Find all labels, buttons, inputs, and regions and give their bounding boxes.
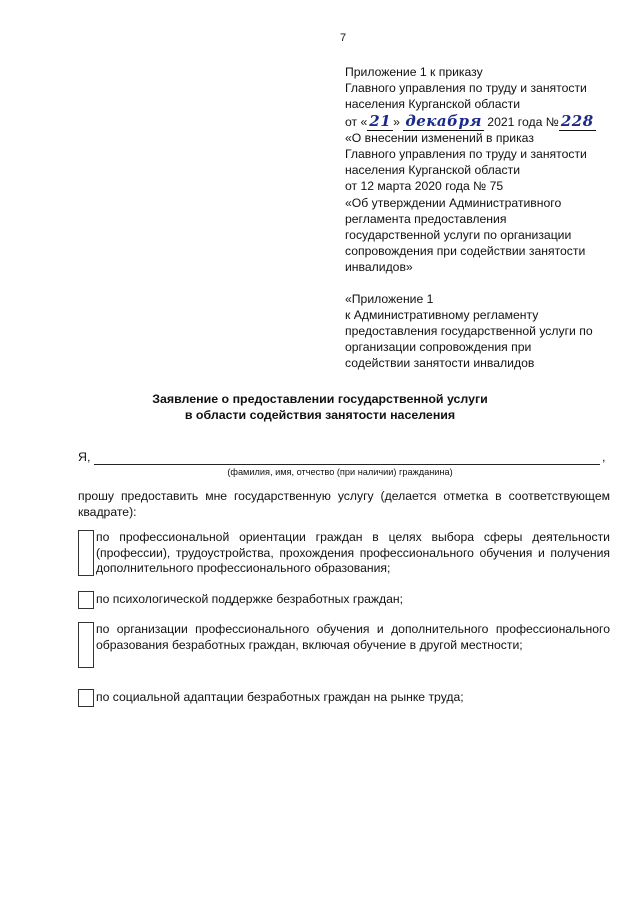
title-line-2: в области содействия занятости населения	[184, 408, 456, 422]
document-title	[0, 391, 640, 423]
header-line: «О внесении изменений в приказ	[345, 130, 534, 145]
order-date-mid: »	[393, 114, 404, 129]
option-text: по профессиональной ориентации граждан в целях выбора сферы деятельности (профессии), трудоустройства, прохождения профессионального обучения и получения дополнительного профессионального образования;	[96, 530, 610, 576]
header-line: от 12 марта 2020 года № 75	[345, 179, 504, 194]
option-text: по социальной адаптации безработных граждан на рынке труда;	[96, 690, 464, 704]
order-date-prefix: от «	[345, 114, 368, 129]
header-line: сопровождения при содействии занятости	[345, 244, 586, 259]
applicant-suffix: ,	[602, 450, 606, 464]
handwritten-month: декабря	[405, 111, 482, 130]
title-line-1: Заявление о предоставлении государственной услуги	[152, 392, 488, 406]
request-intro: прошу предоставить мне государственную услугу (делается отметка в соответствующем квадрате):	[78, 489, 610, 519]
header-line: «Об утверждении Административного	[345, 195, 562, 210]
option-checkbox[interactable]	[78, 689, 94, 707]
header-line: регламента предоставления	[345, 211, 507, 226]
header-line: Главного управления по труду и занятости	[345, 81, 587, 96]
option-checkbox[interactable]	[78, 591, 94, 609]
header-line: Приложение 1 к приказу	[345, 65, 483, 79]
applicant-name-hint: (фамилия, имя, отчество (при наличии) гражданина)	[227, 467, 453, 477]
order-year: 2021 года №	[483, 114, 559, 129]
page-number: 7	[340, 32, 347, 44]
annex-line: к Административному регламенту	[345, 307, 539, 322]
handwritten-day: 21	[369, 111, 392, 130]
header-line: государственной услуги по организации	[345, 228, 572, 243]
header-line: населения Курганской области	[345, 97, 521, 112]
option-text: по психологической поддержке безработных граждан;	[96, 592, 404, 606]
option-checkbox[interactable]	[78, 622, 94, 668]
header-line: Главного управления по труду и занятости	[345, 147, 587, 162]
handwritten-order-number: 228	[560, 111, 594, 130]
applicant-prefix: Я,	[78, 450, 91, 464]
applicant-name-field[interactable]	[94, 464, 600, 465]
option-text: по организации профессионального обучения и дополнительного профессионального образования безработных граждан, включая обучение в другой местности;	[96, 622, 610, 652]
option-checkbox[interactable]	[78, 530, 94, 576]
header-line: населения Курганской области	[345, 163, 521, 178]
order-header	[345, 64, 615, 372]
annex-line: организации сопровождения при	[345, 340, 532, 355]
annex-line: предоставления государственной услуги по	[345, 324, 593, 339]
order-date-line	[345, 113, 615, 130]
header-line: инвалидов»	[345, 260, 413, 275]
annex-line: «Приложение 1	[345, 291, 434, 306]
annex-line: содействии занятости инвалидов	[345, 356, 535, 371]
